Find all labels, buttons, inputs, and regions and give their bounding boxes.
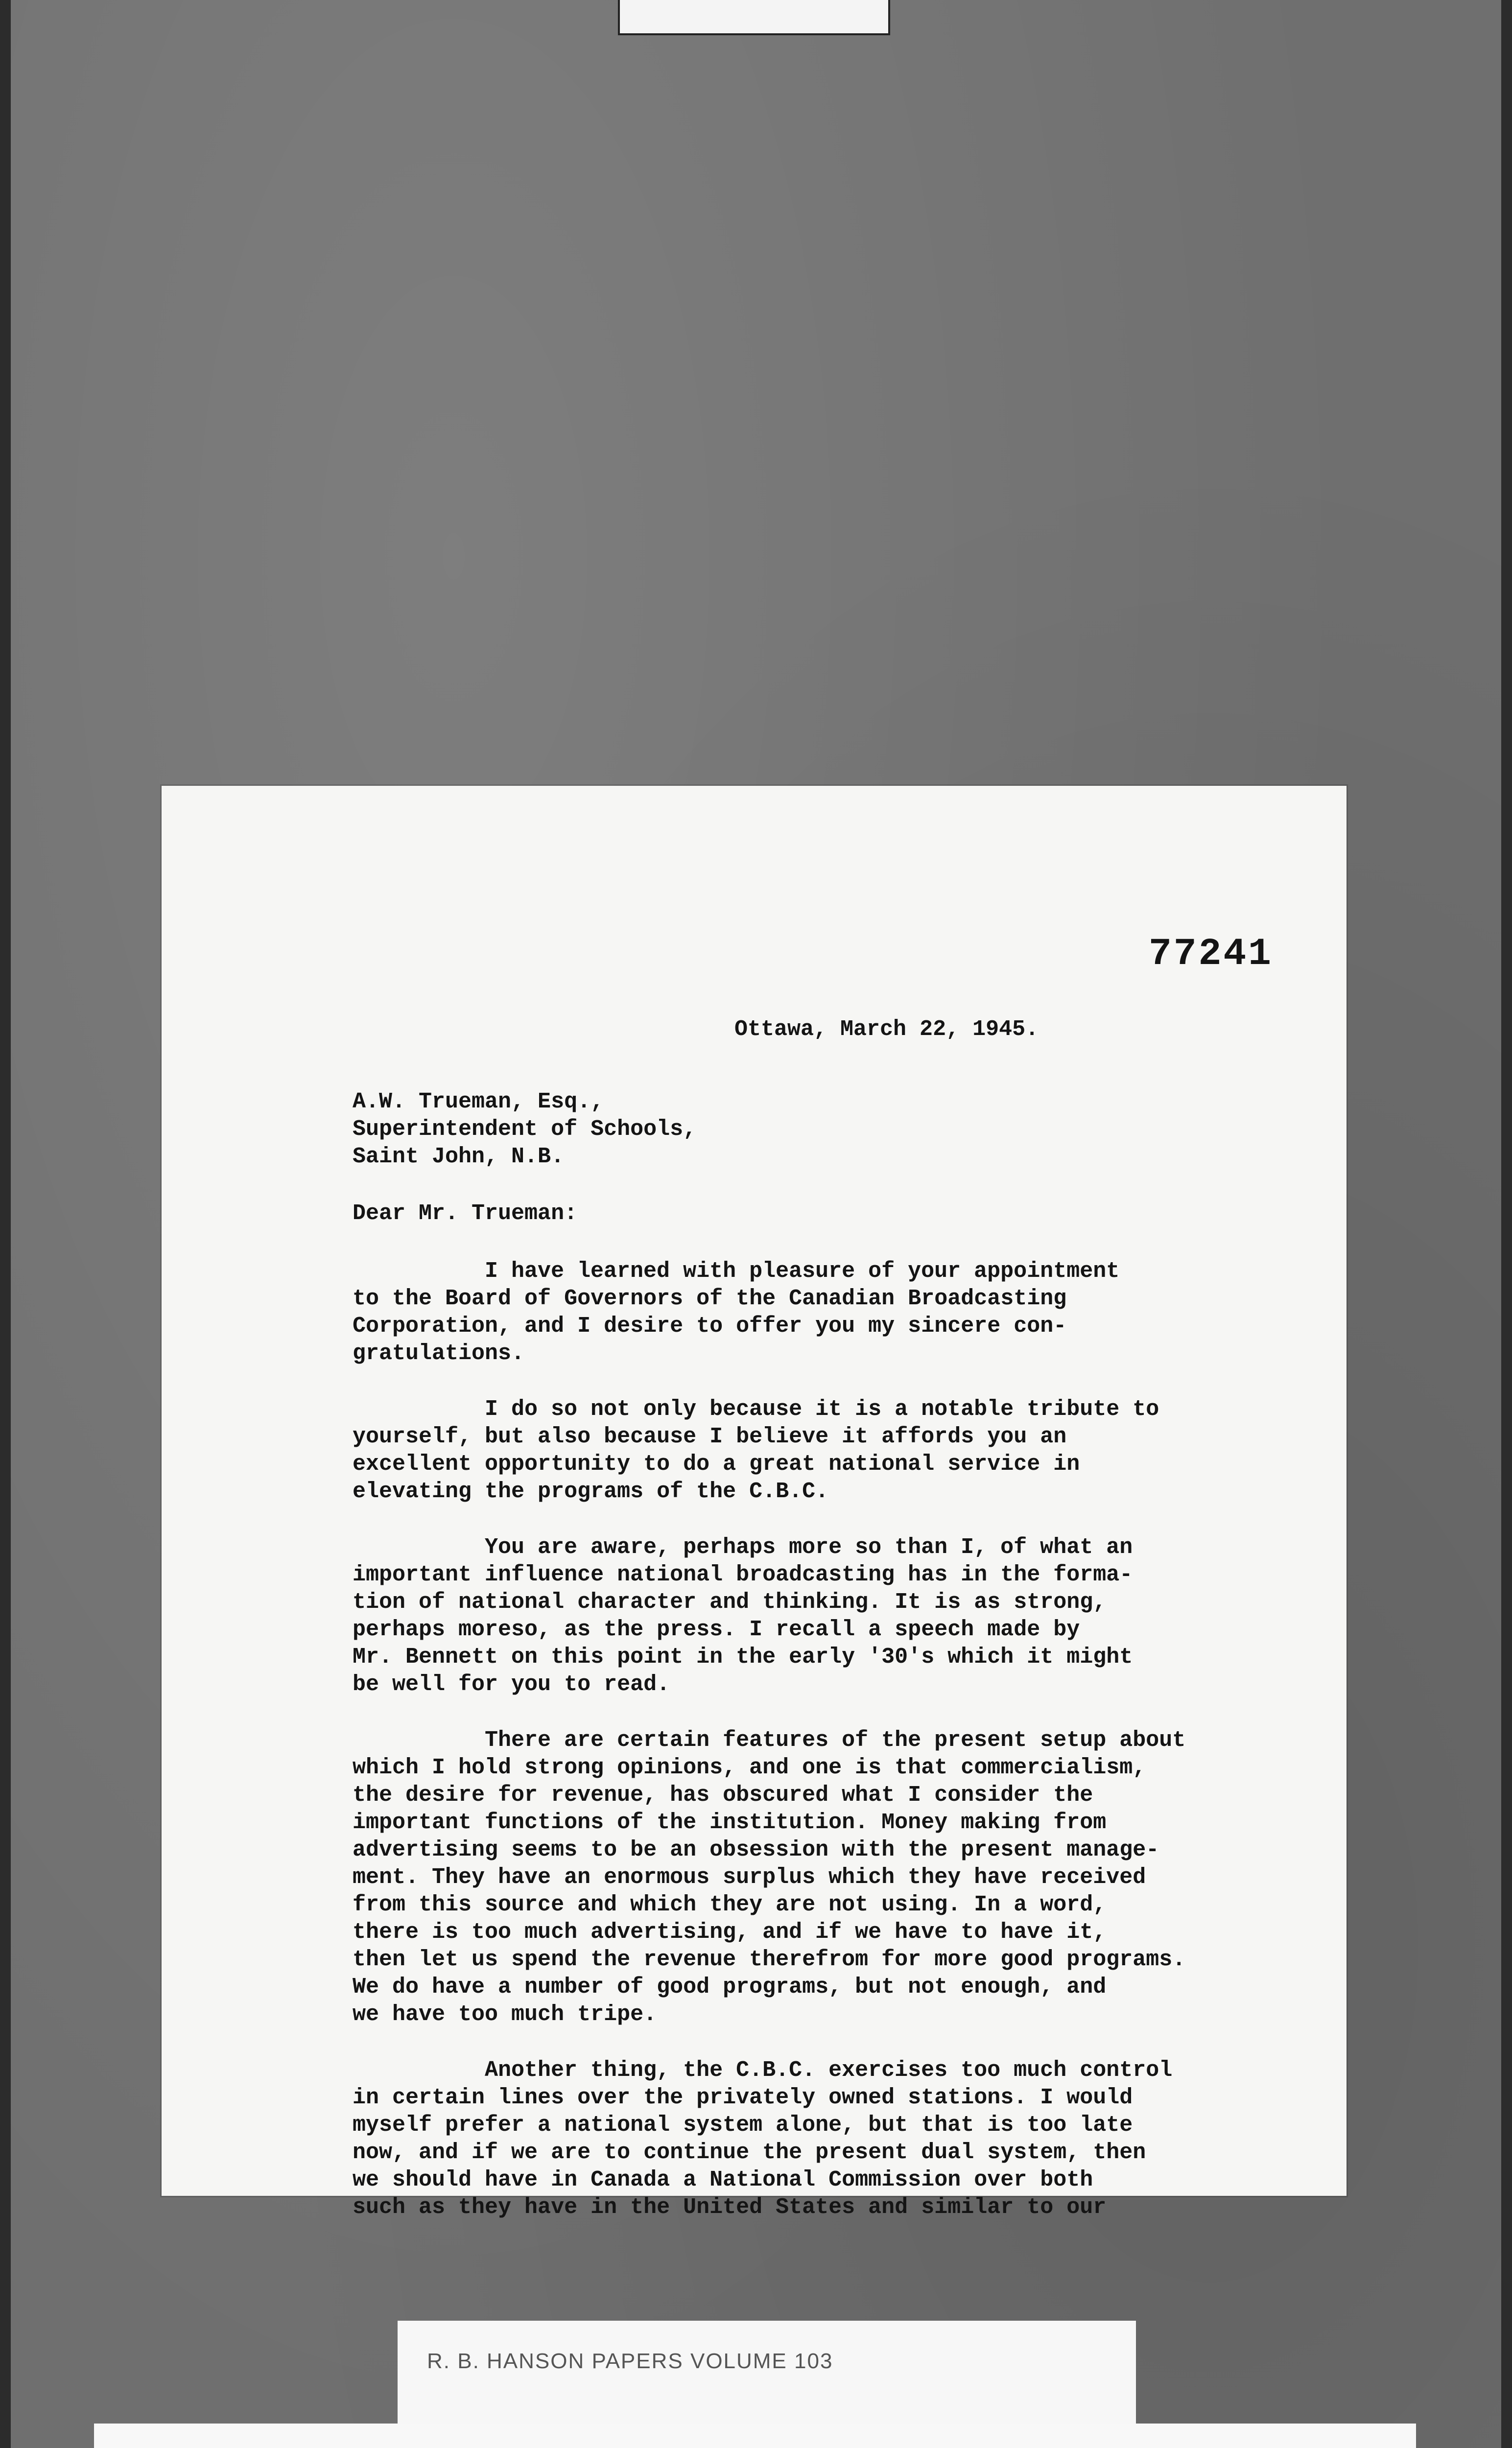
text-line: in certain lines over the privately owned stations. I would [353,2085,1133,2110]
text-line: There are certain features of the present setup about [485,1728,1186,1753]
paragraph-1 [353,1258,1283,1367]
text-line: from this source and which they are not using. In a word, [353,1892,1107,1917]
text-line: we should have in Canada a National Commission over both [353,2167,1093,2192]
text-line: which I hold strong opinions, and one is that commercialism, [353,1755,1146,1780]
text-line: be well for you to read. [353,1672,670,1697]
text-line: I do so not only because it is a notable tribute to [485,1397,1159,1422]
text-line: gratulations. [353,1341,525,1366]
text-line: I have learned with pleasure of your appointment [485,1259,1120,1284]
text-line: the desire for revenue, has obscured what I consider the [353,1783,1093,1808]
film-frame-right-edge [1501,0,1512,2448]
text-line: there is too much advertising, and if we have to have it, [353,1920,1107,1945]
collection-label-text: R. B. HANSON PAPERS VOLUME 103 [427,2349,833,2373]
address-line: Saint John, N.B. [353,1144,565,1169]
address-line: A.W. Trueman, Esq., [353,1089,604,1114]
text-line: perhaps moreso, as the press. I recall a speech made by [353,1617,1080,1642]
text-line: excellent opportunity to do a great national service in [353,1452,1080,1477]
text-line: now, and if we are to continue the present dual system, then [353,2140,1146,2165]
text-line: important influence national broadcasting has in the forma- [353,1562,1133,1587]
text-line: tion of national character and thinking. It is as strong, [353,1590,1107,1615]
text-line: You are aware, perhaps more so than I, of what an [485,1535,1133,1560]
paragraph-5 [353,2057,1283,2221]
film-frame-left-edge [0,0,11,2448]
collection-label [398,2321,1136,2424]
document-number: 77241 [1148,933,1273,976]
top-mounting-tab [618,0,890,35]
salutation: Dear Mr. Trueman: [353,1201,578,1226]
text-line: important functions of the institution. Money making from [353,1810,1107,1835]
text-line: We do have a number of good programs, but not enough, and [353,1975,1107,2000]
text-line: yourself, but also because I believe it affords you an [353,1424,1067,1449]
recipient-address [353,1088,1283,1171]
paragraph-2 [353,1396,1283,1506]
text-line: Another thing, the C.B.C. exercises too much control [485,2058,1173,2083]
text-line: advertising seems to be an obsession with the present manage- [353,1837,1159,1862]
address-line: Superintendent of Schools, [353,1117,697,1142]
archive-card [94,2424,1416,2448]
date-line: Ottawa, March 22, 1945. [734,1017,1039,1042]
text-line: Corporation, and I desire to offer you my sincere con- [353,1314,1067,1339]
paragraph-4 [353,1727,1283,2028]
typed-letter-page [162,786,1347,2220]
paragraph-3 [353,1534,1283,1698]
letter-body [353,1016,1283,2250]
text-line: we have too much tripe. [353,2002,657,2027]
text-line: Mr. Bennett on this point in the early '30's which it might [353,1645,1133,1670]
text-line: to the Board of Governors of the Canadian Broadcasting [353,1286,1067,1311]
text-line: such as they have in the United States and similar to our [353,2195,1107,2220]
text-line: ment. They have an enormous surplus which they have received [353,1865,1146,1890]
text-line: elevating the programs of the C.B.C. [353,1479,829,1504]
text-line: then let us spend the revenue therefrom for more good programs. [353,1947,1186,1972]
text-line: myself prefer a national system alone, but that is too late [353,2113,1133,2138]
